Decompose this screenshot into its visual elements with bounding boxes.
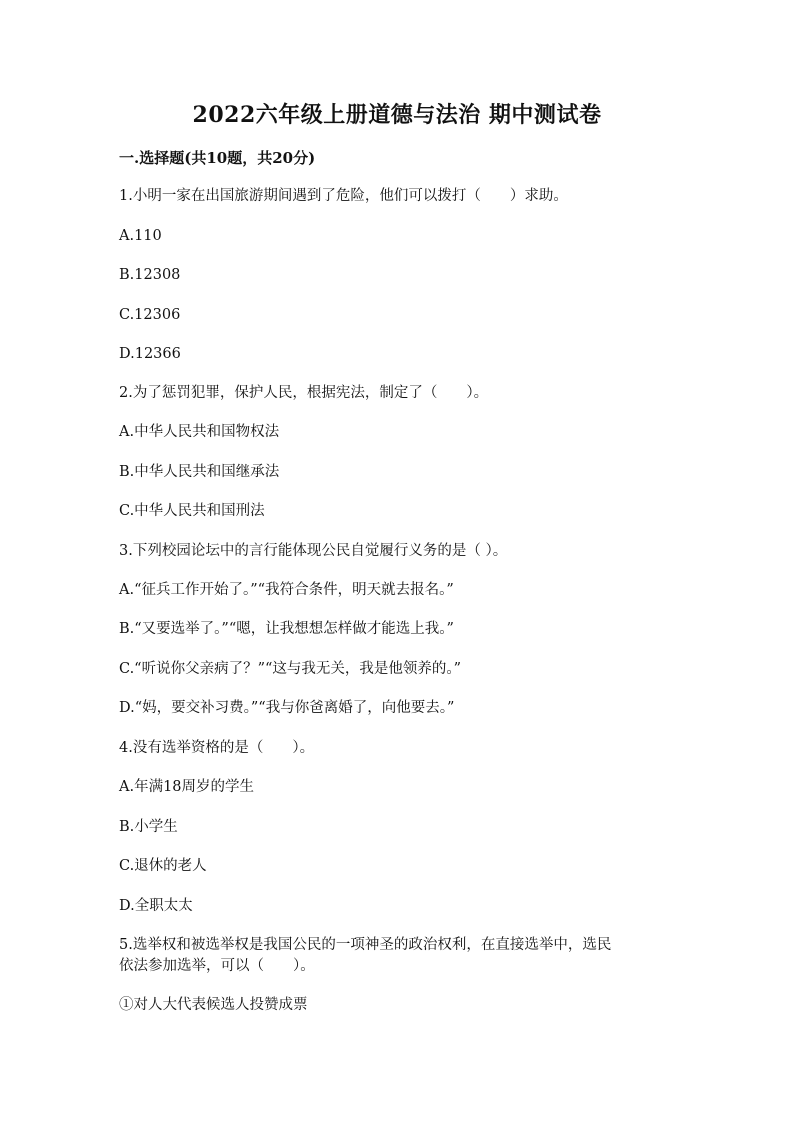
question-1-stem: 1.小明一家在出国旅游期间遇到了危险，他们可以拨打（ ）求助。 — [119, 188, 568, 204]
question-2-option-b: B.中华人民共和国继承法 — [119, 464, 280, 480]
question-1-option-c: C.12306 — [119, 307, 181, 323]
question-2-option-c: C.中华人民共和国刑法 — [119, 503, 265, 519]
question-1-option-d: D.12366 — [119, 346, 181, 362]
section-heading: 一.选择题(共10题，共20分) — [119, 149, 316, 167]
question-5-option-1: ①对人大代表候选人投赞成票 — [119, 997, 308, 1013]
question-5-stem-line-1: 5.选举权和被选举权是我国公民的一项神圣的政治权利，在直接选举中，选民 — [119, 937, 612, 953]
question-3-option-c: C.“听说你父亲病了？”“这与我无关，我是他领养的。” — [119, 661, 462, 677]
question-4-option-c: C.退休的老人 — [119, 858, 207, 874]
question-4-stem: 4.没有选举资格的是（ ）。 — [119, 740, 315, 756]
question-2-option-a: A.中华人民共和国物权法 — [119, 424, 280, 440]
question-4-option-d: D.全职太太 — [119, 898, 193, 914]
question-3-stem: 3.下列校园论坛中的言行能体现公民自觉履行义务的是（ ）。 — [119, 543, 508, 559]
question-1-option-b: B.12308 — [119, 267, 181, 283]
question-3-option-b: B.“又要选举了。”“嗯，让我想想怎样做才能选上我。” — [119, 621, 454, 637]
question-3-option-a: A.“征兵工作开始了。”“我符合条件，明天就去报名。” — [119, 582, 454, 598]
question-5-stem-line-2: 依法参加选举，可以（ ）。 — [119, 958, 315, 974]
question-2-stem: 2.为了惩罚犯罪，保护人民，根据宪法，制定了（ ）。 — [119, 385, 489, 401]
question-4-option-a: A.年满18周岁的学生 — [119, 779, 255, 795]
document-title: 2022六年级上册道德与法治 期中测试卷 — [192, 102, 602, 128]
question-3-option-d: D.“妈，要交补习费。”“我与你爸离婚了，向他要去。” — [119, 700, 455, 716]
question-4-option-b: B.小学生 — [119, 819, 178, 835]
question-1-option-a: A.110 — [119, 228, 162, 244]
